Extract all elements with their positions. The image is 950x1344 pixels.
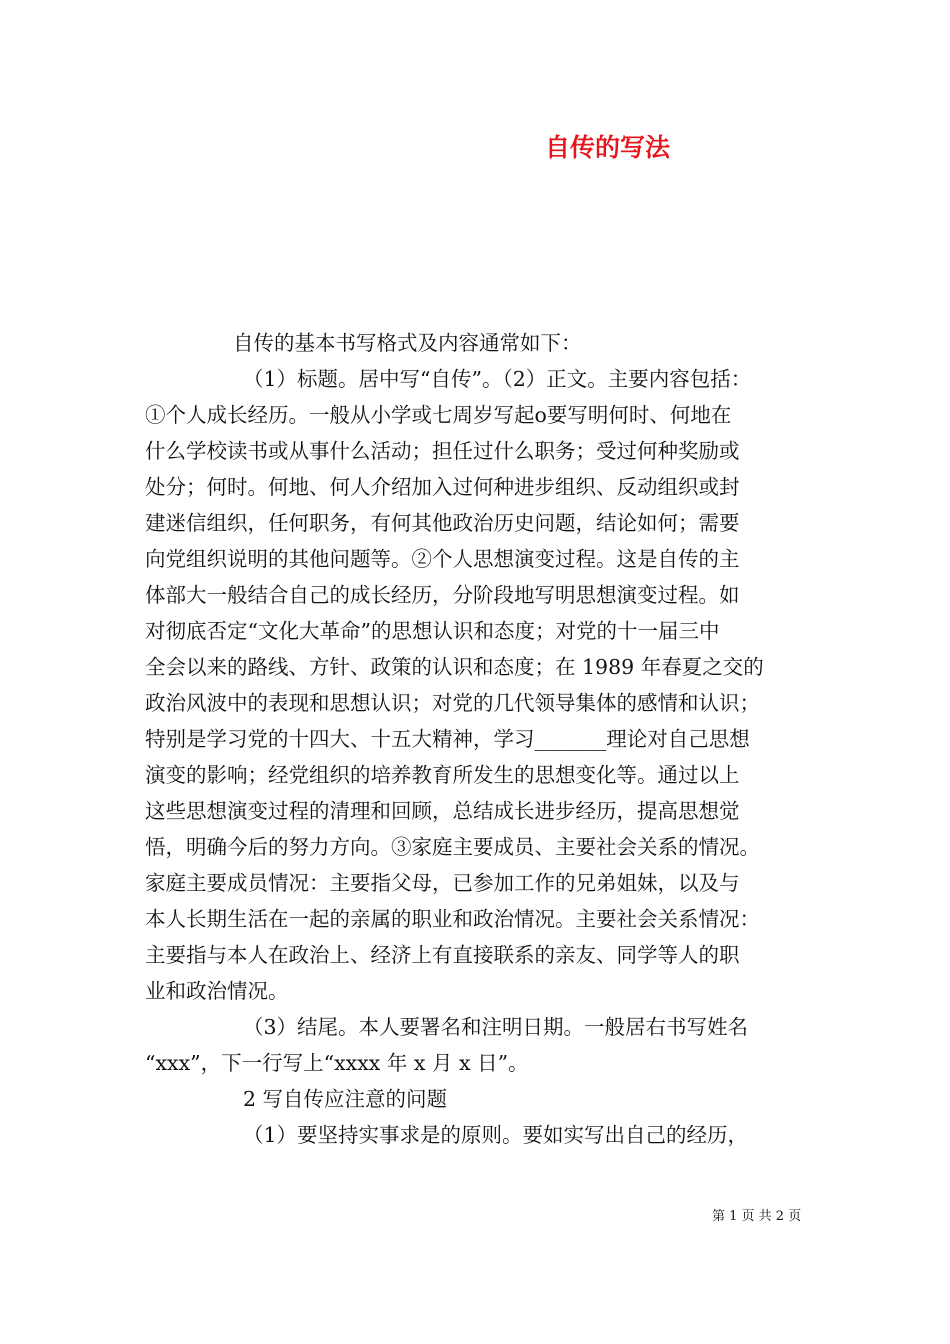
body-line: （1）要坚持实事求是的原则。要如实写出自己的经历， bbox=[243, 1123, 749, 1147]
page-number: 第 1 页 共 2 页 bbox=[712, 1209, 802, 1224]
body-line: （1）标题。居中写“自传”。（2）正文。主要内容包括： bbox=[243, 367, 752, 391]
body-line: （3）结尾。本人要署名和注明日期。一般居右书写姓名 bbox=[243, 1015, 749, 1039]
body-line: 悟，明确今后的努力方向。③家庭主要成员、主要社会关系的情况。 bbox=[145, 835, 760, 859]
body-line: 全会以来的路线、方针、政策的认识和态度；在 1989 年春夏之交的 bbox=[145, 655, 764, 679]
body-line: “xxx”，下一行写上“xxxx 年 x 月 x 日”。 bbox=[145, 1051, 529, 1075]
body-line: 政治风波中的表现和思想认识；对党的几代领导集体的感情和认识； bbox=[145, 691, 760, 715]
body-line: 处分；何时。何地、何人介绍加入过何种进步组织、反动组织或封 bbox=[145, 475, 740, 499]
body-line: 特别是学习党的十四大、十五大精神，学习_______理论对自己思想 bbox=[145, 727, 750, 751]
body-line: 业和政治情况。 bbox=[145, 979, 289, 1003]
body-line: 建迷信组织，任何职务，有何其他政治历史问题，结论如何；需要 bbox=[145, 511, 740, 535]
body-line: 这些思想演变过程的清理和回顾，总结成长进步经历，提高思想觉 bbox=[145, 799, 740, 823]
body-line: 什么学校读书或从事什么活动；担任过什么职务；受过何种奖励或 bbox=[145, 439, 740, 463]
body-line: 体部大一般结合自己的成长经历，分阶段地写明思想演变过程。如 bbox=[145, 583, 740, 607]
section-heading: 2 写自传应注意的问题 bbox=[243, 1087, 448, 1111]
body-line: 对彻底否定“文化大革命”的思想认识和态度；对党的十一届三中 bbox=[145, 619, 720, 643]
body-line: 自传的基本书写格式及内容通常如下： bbox=[233, 331, 582, 355]
body-line: 主要指与本人在政治上、经济上有直接联系的亲友、同学等人的职 bbox=[145, 943, 740, 967]
body-line: 本人长期生活在一起的亲属的职业和政治情况。主要社会关系情况： bbox=[145, 907, 760, 931]
body-line: 演变的影响；经党组织的培养教育所发生的思想变化等。通过以上 bbox=[145, 763, 740, 787]
body-line: 家庭主要成员情况：主要指父母，已参加工作的兄弟姐妹，以及与 bbox=[145, 871, 740, 895]
document-title: 自传的写法 bbox=[545, 133, 671, 162]
body-line: ①个人成长经历。一般从小学或七周岁写起o要写明何时、何地在 bbox=[145, 403, 732, 427]
body-line: 向党组织说明的其他问题等。②个人思想演变过程。这是自传的主 bbox=[145, 547, 740, 571]
